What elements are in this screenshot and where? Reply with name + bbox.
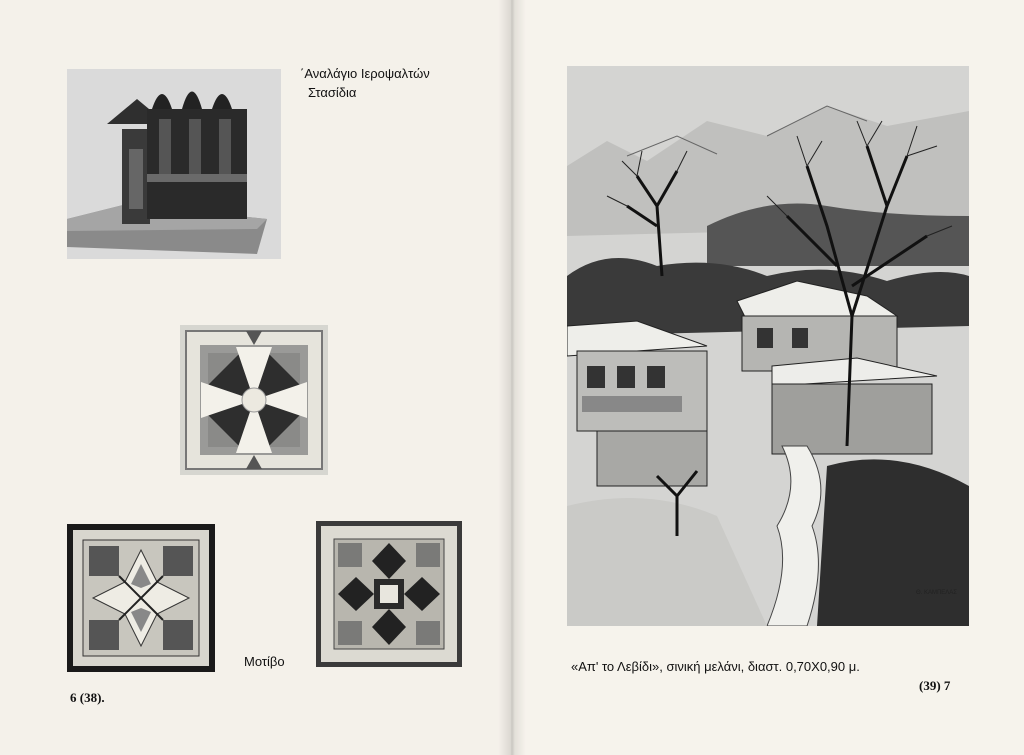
motif-caption: Μοτίβο	[244, 654, 285, 669]
stall-caption-line1: ΄Αναλάγιο Ιεροψαλτών	[300, 66, 430, 81]
bleed-through-heading	[285, 100, 288, 114]
levidi-ink-drawing	[567, 66, 969, 626]
book-gutter	[498, 0, 526, 755]
right-page	[512, 0, 1024, 755]
drawing-signature: Θ. ΚΑΜΠΕΛΑΣ	[915, 590, 957, 596]
chanters-stall-photo	[67, 69, 281, 259]
drawing-caption: «Απ' το Λεβίδι», σινική μελάνι, διαστ. 0,70Χ0,90 μ.	[571, 659, 860, 674]
checker-motif-tile	[316, 521, 462, 667]
right-page-number: (39) 7	[919, 678, 951, 693]
cross-motif-tile	[180, 325, 328, 475]
stall-caption-line2: Στασίδια	[308, 85, 357, 100]
star-motif-tile	[67, 524, 215, 672]
left-page-number: 6 (38).	[70, 690, 105, 705]
